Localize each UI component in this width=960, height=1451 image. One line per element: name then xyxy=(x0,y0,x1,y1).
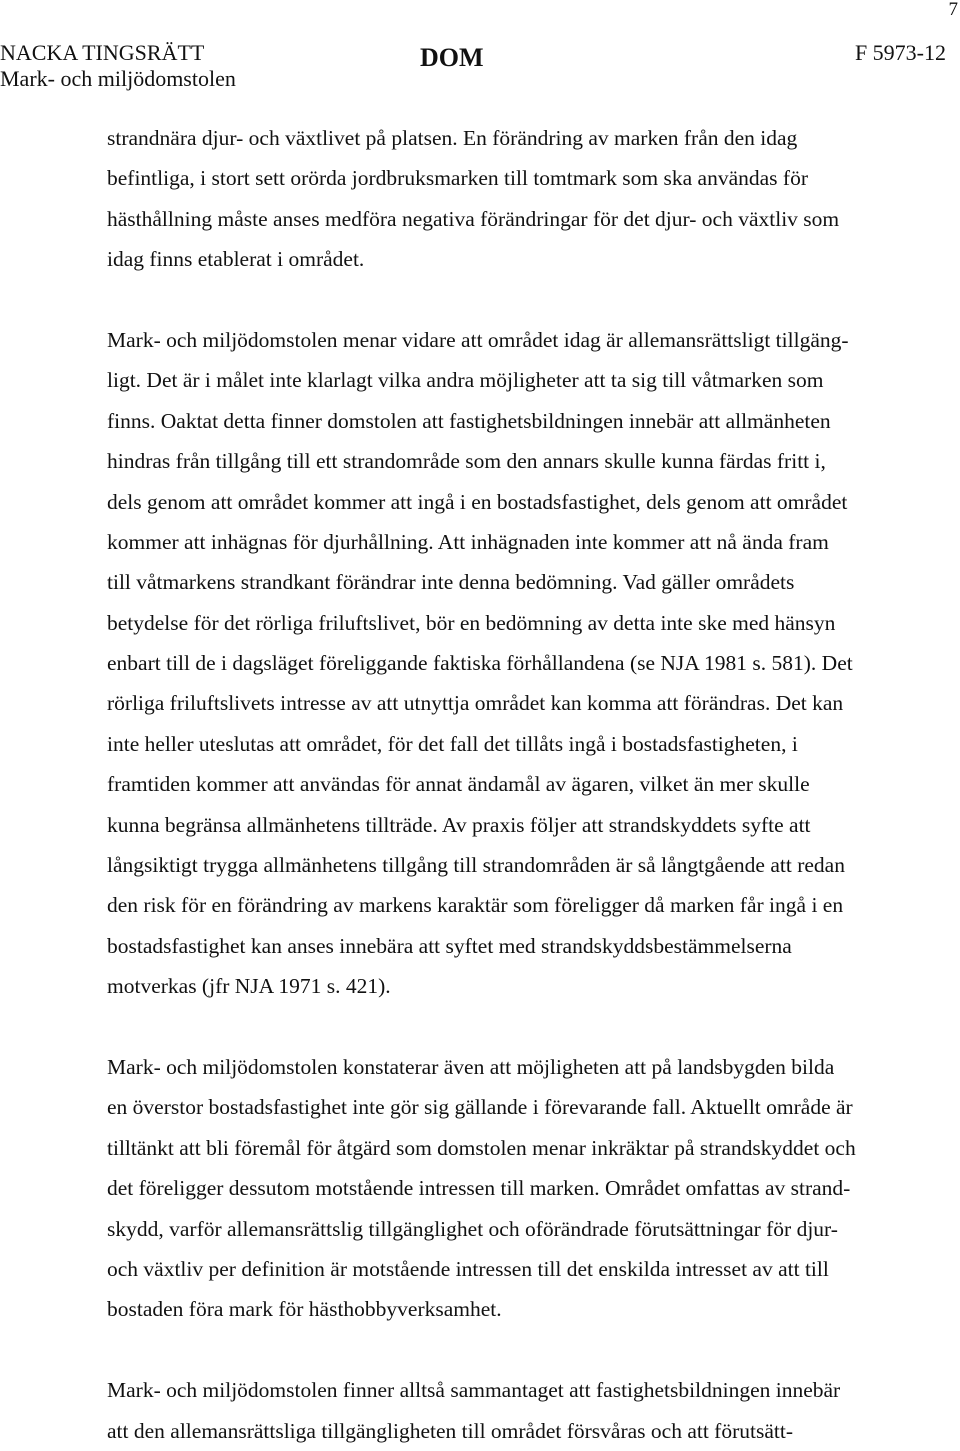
paragraph xyxy=(107,1047,907,1330)
text-line: långsiktigt trygga allmänhetens tillgång till strandområden är så långtgående att redan xyxy=(107,853,845,878)
text-line: det föreligger dessutom motstående intressen till marken. Området omfattas av strand- xyxy=(107,1176,851,1201)
text-line: bostadsfastighet kan anses innebära att syftet med strandskyddsbestämmelserna xyxy=(107,933,792,958)
text-line: betydelse för det rörliga friluftslivet, bör en bedömning av detta inte ske med hänsyn xyxy=(107,610,836,635)
document-body xyxy=(107,118,907,1451)
paragraph xyxy=(107,320,907,1007)
text-line: Mark- och miljödomstolen konstaterar även att möjligheten att på landsbygden bilda xyxy=(107,1054,835,1079)
paragraph-spacer xyxy=(107,1007,907,1047)
text-line: ligt. Det är i målet inte klarlagt vilka andra möjligheter att ta sig till våtmarken som xyxy=(107,368,824,393)
text-line: kommer att inhägnas för djurhållning. Att inhägnaden inte kommer att nå ända fram xyxy=(107,529,829,554)
document-header-left xyxy=(0,40,236,92)
text-line: hästhållning måste anses medföra negativa förändringar för det djur- och växtliv som xyxy=(107,206,840,231)
text-line: kunna begränsa allmänhetens tillträde. Av praxis följer att strandskyddets syfte att xyxy=(107,812,811,837)
text-line: rörliga friluftslivets intresse av att utnyttja området kan komma att förändras. Det kan xyxy=(107,691,844,716)
text-line: skydd, varför allemansrättslig tillgänglighet och oförändrade förutsättningar för djur- xyxy=(107,1216,838,1241)
court-department: Mark- och miljödomstolen xyxy=(0,66,236,91)
court-name: NACKA TINGSRÄTT xyxy=(0,40,205,65)
paragraph-spacer xyxy=(107,280,907,320)
text-line: tilltänkt att bli föremål för åtgärd som domstolen menar inkräktar på strandskyddet och xyxy=(107,1135,856,1160)
text-line: en överstor bostadsfastighet inte gör sig gällande i förevarande fall. Aktuellt område är xyxy=(107,1095,853,1120)
text-line: att den allemansrättsliga tillgängligheten till området försvåras och att förutsätt- xyxy=(107,1418,793,1443)
text-line: den risk för en förändring av markens karaktär som föreligger då marken får ingå i en xyxy=(107,893,844,918)
text-line: Mark- och miljödomstolen finner alltså sammantaget att fastighetsbildningen innebär xyxy=(107,1378,841,1403)
paragraph xyxy=(107,1370,907,1451)
text-line: hindras från tillgång till ett strandområde som den annars skulle kunna färdas fritt i, xyxy=(107,449,826,474)
text-line: idag finns etablerat i området. xyxy=(107,247,365,272)
text-line: enbart till de i dagsläget föreliggande faktiska förhållandena (se NJA 1981 s. 581). Det xyxy=(107,651,853,676)
text-line: strandnära djur- och växtlivet på platsen. En förändring av marken från den idag xyxy=(107,126,798,150)
paragraph xyxy=(107,118,907,280)
page-number: 7 xyxy=(948,0,958,20)
text-line: till våtmarkens strandkant förändrar inte denna bedömning. Vad gäller områdets xyxy=(107,570,795,595)
text-line: framtiden kommer att användas för annat ändamål av ägaren, vilket än mer skulle xyxy=(107,772,810,797)
paragraph-spacer xyxy=(107,1330,907,1370)
text-line: bostaden föra mark för hästhobbyverksamhet. xyxy=(107,1297,502,1322)
document-type: DOM xyxy=(420,43,484,72)
text-line: Mark- och miljödomstolen menar vidare att området idag är allemansrättsligt tillgäng- xyxy=(107,327,849,352)
case-number: F 5973-12 xyxy=(854,40,946,65)
text-line: finns. Oaktat detta finner domstolen att fastighetsbildningen innebär att allmänheten xyxy=(107,408,831,433)
text-line: och växtliv per definition är motstående intressen till det enskilda intresset av att till xyxy=(107,1256,829,1281)
text-line: befintliga, i stort sett orörda jordbruksmarken till tomtmark som ska användas för xyxy=(107,166,808,191)
text-line: motverkas (jfr NJA 1971 s. 421). xyxy=(107,974,391,999)
text-line: dels genom att området kommer att ingå i en bostadsfastighet, dels genom att området xyxy=(107,489,848,514)
text-line: inte heller uteslutas att området, för det fall det tillåts ingå i bostadsfastigheten, i xyxy=(107,731,798,756)
